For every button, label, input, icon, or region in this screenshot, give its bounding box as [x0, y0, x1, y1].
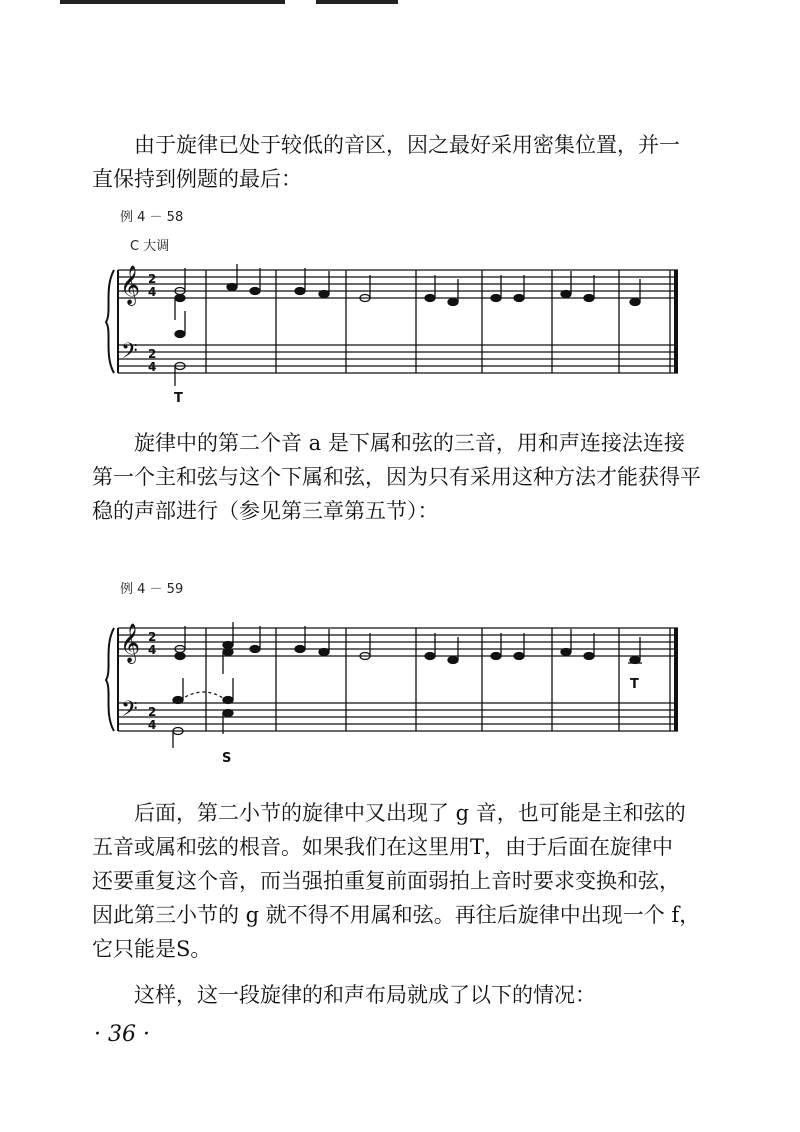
paragraph-3-line-2: 五音或属和弦的根音。如果我们在这里用T，由于后面在旋律中: [92, 835, 674, 859]
note: [561, 291, 571, 298]
chord-label-T: T: [630, 677, 639, 692]
chord-label-S: S: [222, 751, 232, 766]
score-example-1: [100, 258, 700, 408]
example-1-key: C 大调: [130, 239, 170, 254]
paragraph-3-line-4: 因此第三小节的 g 就不得不用属和弦。再往后旋律中出现一个 f，: [92, 903, 701, 927]
note: [319, 291, 329, 298]
paragraph-3-line-1: 后面，第二小节的旋律中又出现了 g 音，也可能是主和弦的: [134, 801, 686, 825]
paragraph-2: [92, 426, 712, 528]
svg-text:4: 4: [148, 285, 157, 299]
svg-text:4: 4: [148, 643, 157, 657]
note: [425, 653, 435, 660]
note: [491, 653, 501, 660]
note: [223, 710, 233, 717]
paragraph-3-line-5: 它只能是S。: [92, 937, 212, 961]
note: [491, 295, 501, 302]
note: [250, 288, 260, 295]
paragraph-2-line-2: 第一个主和弦与这个下属和弦，因为只有采用这种方法才能获得平: [92, 465, 701, 489]
example-1-label: 例 4 － 58: [120, 210, 184, 225]
note: [175, 295, 185, 302]
note: [223, 649, 233, 656]
chord-label-T: T: [174, 391, 183, 406]
svg-text:4: 4: [148, 360, 157, 374]
bass-clef-icon: 𝄢: [121, 697, 138, 727]
paragraph-1-line-1: 由于旋律已处于较低的音区，因之最好采用密集位置，并一: [134, 133, 680, 157]
score-example-2: [100, 616, 700, 766]
note: [173, 697, 183, 704]
note: [514, 653, 524, 660]
svg-text:2: 2: [148, 347, 157, 361]
paragraph-1-line-2: 直保持到例题的最后：: [92, 167, 302, 191]
note: [425, 295, 435, 302]
note: [223, 697, 233, 704]
note: [295, 288, 305, 295]
note: [561, 649, 571, 656]
note: [448, 299, 458, 306]
paragraph-4: [92, 978, 712, 1012]
svg-text:2: 2: [148, 705, 157, 719]
paragraph-3: [92, 796, 712, 966]
note: [584, 295, 594, 302]
treble-clef-icon: 𝄞: [120, 623, 141, 663]
note: [175, 331, 185, 338]
note: [319, 649, 329, 656]
note: [223, 642, 233, 649]
top-rule-left: [60, 0, 285, 4]
bass-clef-icon: 𝄢: [121, 339, 138, 369]
paragraph-3-line-3: 还要重复这个音，而当强拍重复前面弱拍上音时要求变换和弦，: [92, 869, 680, 893]
paragraph-2-line-3: 稳的声部进行（参见第三章第五节）：: [92, 499, 439, 523]
note: [514, 295, 524, 302]
top-rule-right: [316, 0, 398, 4]
paragraph-1: [92, 128, 712, 196]
note: [584, 653, 594, 660]
svg-text:4: 4: [148, 718, 157, 732]
note: [227, 284, 237, 291]
svg-text:2: 2: [148, 630, 157, 644]
paragraph-4-line-1: 这样，这一段旋律的和声布局就成了以下的情况：: [134, 983, 596, 1007]
note: [630, 299, 640, 306]
example-2-label: 例 4 － 59: [120, 582, 184, 597]
svg-text:2: 2: [148, 272, 157, 286]
note: [250, 646, 260, 653]
note: [175, 653, 185, 660]
note: [295, 646, 305, 653]
note: [448, 657, 458, 664]
treble-clef-icon: 𝄞: [120, 265, 141, 305]
page-number: · 36 ·: [94, 1022, 150, 1047]
paragraph-2-line-1: 旋律中的第二个音 a 是下属和弦的三音，用和声连接法连接: [134, 431, 685, 455]
